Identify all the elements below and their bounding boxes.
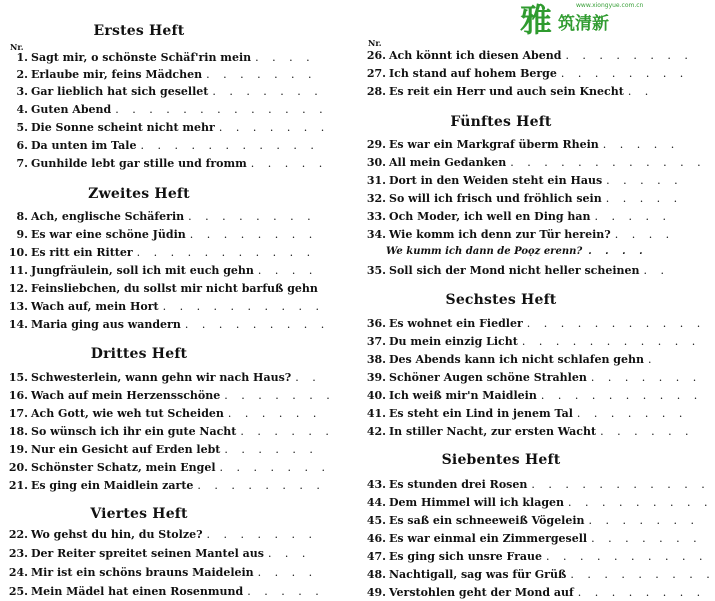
entry-number: 41. [366,407,386,420]
toc-entry [366,585,706,601]
entry-number: 37. [366,335,386,348]
leader-dots: . . . . . . [600,425,694,438]
section-heading: Fünftes Heft [450,114,552,130]
toc-entry [8,263,318,279]
entry-number: 18. [8,425,28,438]
entry-number: 31. [366,174,386,187]
leader-dots: . . . . . . . [212,85,323,98]
toc-entry [8,317,330,333]
leader-dots: . . . . [257,264,318,277]
leader-dots: . . . . [257,566,318,579]
entry-title: Feinsliebchen, du sollst mir nicht barfuß gehn [31,282,318,295]
entry-number: 39. [366,371,386,384]
entry-number: 42. [366,425,386,438]
entry-number: 33. [366,210,386,223]
toc-entry [8,406,322,422]
leader-dots: . . . . . [606,174,683,187]
leader-dots: . . . . . . . . [188,210,316,223]
entry-number: 43. [366,478,386,491]
toc-entry [8,299,325,315]
toc-entry [8,442,318,458]
leader-dots: . . . . . . . [576,407,688,420]
leader-dots: . . . . . . . . . . . [140,139,319,152]
toc-entry [8,67,317,83]
entry-title: Es ging sich unsre Fraue [389,550,543,563]
entry-title: All mein Gedanken [389,156,507,169]
leader-dots: . . [295,371,321,384]
entry-title: Wach auf, mein Hort [31,300,159,313]
entry-number: 35. [366,264,386,277]
entry-number: 16. [8,389,28,402]
toc-entry [8,156,328,172]
entry-number: 10. [8,246,28,259]
toc-entry [366,495,713,511]
entry-number: 44. [366,496,386,509]
entry-number: 25. [8,585,28,598]
entry-title: Es ging ein Maidlein zarte [31,479,194,492]
entry-number: 14. [8,318,28,331]
section-heading: Drittes Heft [90,346,188,362]
leader-dots: . . . . . [602,138,680,151]
leader-dots: . . . . . . [227,407,322,420]
leader-dots: . . . . . . . . . [570,568,715,581]
entry-title: Es reit ein Herr und auch sein Knecht [389,85,624,98]
entry-number: 29. [366,138,386,151]
entry-title: Gunhilde lebt gar stille und fromm [31,157,247,170]
entry-title: Ach Gott, wie weh tut Scheiden [31,407,224,420]
toc-entry [366,406,688,422]
toc-entry [366,66,689,82]
watermark-url: www.xiongyue.com.cn [576,2,644,9]
entry-title: Es war eine schöne Jüdin [31,228,186,241]
toc-entry [366,191,683,207]
entry-title: Es war ein Markgraf überm Rhein [389,138,599,151]
section-heading: Sechstes Heft [445,292,557,308]
entry-number: 21. [8,479,28,492]
entry-number: 34. [366,228,386,241]
leader-dots: . . . . . . . . [565,49,693,62]
leader-dots: . . . . . [247,585,324,598]
leader-dots: . . . . . . . [224,389,335,402]
nr-label: Nr. [10,42,24,52]
entry-title: So will ich frisch und fröhlich sein [389,192,602,205]
entry-title: Wo gehst du hin, du Stolze? [31,528,203,541]
toc-entry [366,209,671,225]
entry-title: Wach auf mein Herzensschöne [31,389,221,402]
leader-dots: . . [627,85,654,98]
leader-dots: . . . . . . . [590,371,702,384]
toc-entry [366,334,701,350]
entry-title: Es wohnet ein Fiedler [389,317,523,330]
entry-number: 24. [8,566,28,579]
toc-entry [366,173,683,189]
entry-title: Ich stand auf hohem Berge [389,67,557,80]
toc-entry [366,424,694,440]
entry-number: 49. [366,586,386,599]
entry-number: 48. [366,568,386,581]
entry-title: Dem Himmel will ich klagen [389,496,565,509]
entry-title: Du mein einzig Licht [389,335,518,348]
entry-number: 46. [366,532,386,545]
leader-dots: . . . . . . . . [197,479,325,492]
leader-dots: . . . . . . . [591,532,702,545]
entry-number: 26. [366,49,386,62]
leader-dots: . . . . . . . [219,461,330,474]
entry-title: In stiller Nacht, zur ersten Wacht [389,425,597,438]
toc-entry [366,513,700,529]
toc-entry [366,263,670,279]
leader-dots: . . . . . . . . . . [162,300,325,313]
entry-number: 20. [8,461,28,474]
toc-entry [366,549,708,565]
entry-number: 27. [366,67,386,80]
section-heading: Zweites Heft [88,186,190,202]
entry-number: 7. [16,157,28,170]
entry-title: Es saß ein schneeweiß Vögelein [389,514,585,527]
entry-title: Schönster Schatz, mein Engel [31,461,216,474]
leader-dots: . . . . . . . . [560,67,689,80]
entry-number: 45. [366,514,386,527]
entry-title: Die Sonne scheint nicht mehr [31,121,215,134]
leader-dots: . . . . . . . . [577,586,706,599]
note-text: We kumm ich dann de Poǫz erenn? [386,246,583,257]
entry-title: Des Abends kann ich nicht schlafen gehn [389,353,644,366]
entry-title: Nur ein Gesicht auf Erden lebt [31,443,221,456]
entry-title: Es ritt ein Ritter [31,246,133,259]
leader-dots: . . . . . . . . . . . [136,246,316,259]
toc-entry [8,478,325,494]
leader-dots: . . . . . . . . . [184,318,330,331]
leader-dots: . . . . . . [224,443,318,456]
watermark-text: 筑清新 [558,14,609,34]
entry-title: Gar lieblich hat sich gesellet [31,85,209,98]
toc-entry [8,227,318,243]
entry-title: Mein Mädel hat einen Rosenmund [31,585,244,598]
watermark-logo [518,0,665,42]
leader-dots: . . . . . . . . . . . [531,478,710,491]
toc-entry [366,370,702,386]
entry-title: Erlaube mir, feins Mädchen [31,68,203,81]
toc-entry [8,245,316,261]
entry-title: Och Moder, ich well en Ding han [389,210,591,223]
watermark-big-char: 雅 [520,1,553,39]
leader-dots: . . . . . . . [206,528,317,541]
entry-number: 5. [16,121,28,134]
entry-number: 17. [8,407,28,420]
entry-title: Schöner Augen schöne Strahlen [389,371,587,384]
entry-number: 3. [16,85,28,98]
toc-entry [366,227,675,243]
entry-number: 30. [366,156,386,169]
entry-number: 19. [8,443,28,456]
toc-entry [8,370,321,386]
toc-entry [366,48,693,64]
toc-entry [8,546,311,562]
entry-title: So wünsch ich ihr ein gute Nacht [31,425,237,438]
section-heading: Siebentes Heft [441,452,561,468]
entry-title: Sagt mir, o schönste Schäf'rin mein [31,51,252,64]
leader-dots: . . . . . . . . . . [540,389,703,402]
leader-dots: . . . . . . . . . . . . [510,156,706,169]
toc-entry [366,352,657,368]
toc-entry [8,84,323,100]
toc-entry [8,281,318,297]
entry-title: Es steht ein Lind in jenem Tal [389,407,573,420]
toc-entry [8,527,317,543]
toc-entry [366,531,702,547]
toc-entry [8,138,319,154]
leader-dots: . . . . . [594,210,671,223]
leader-dots: . . . . . . . [218,121,330,134]
entry-number: 22. [8,528,28,541]
entry-number: 32. [366,192,386,205]
entry-title: Es war einmal ein Zimmergesell [389,532,588,545]
entry-title: Ich weiß mir'n Maidlein [389,389,537,402]
entry-number: 47. [366,550,386,563]
entry-number: 28. [366,85,386,98]
leader-dots: . . [643,264,670,277]
leader-dots: . . . . . . . . . . . [526,317,706,330]
toc-entry [8,50,315,66]
leader-dots: . . . . . . . [206,68,317,81]
leader-dots: . . . . . . . . . . [546,550,708,563]
leader-dots: . . . . [588,246,648,257]
toc-entry [366,316,706,332]
entry-title: Dort in den Weiden steht ein Haus [389,174,603,187]
leader-dots: . . . . . [250,157,328,170]
leader-dots: . [648,353,657,366]
toc-entry [366,84,654,100]
leader-dots: . . . [267,547,311,560]
toc-entry [8,584,324,600]
leader-dots: . . . . . . . . . . . . . [115,103,328,116]
entry-number: 36. [366,317,386,330]
entry-title: Guten Abend [31,103,112,116]
toc-entry [8,388,335,404]
toc-entry [8,565,318,581]
entry-number: 23. [8,547,28,560]
leader-dots: . . . . [614,228,675,241]
toc-entry [366,477,710,493]
entry-title: Maria ging aus wandern [31,318,181,331]
entry-title: Da unten im Tale [31,139,137,152]
entry-number: 8. [16,210,28,223]
leader-dots: . . . . [255,51,315,64]
section-heading: Viertes Heft [90,506,188,522]
dialect-note [386,245,648,259]
entry-number: 2. [16,68,28,81]
entry-number: 38. [366,353,386,366]
toc-entry [8,460,330,476]
entry-title: Verstohlen geht der Mond auf [389,586,574,599]
section-heading: Erstes Heft [93,23,185,39]
entry-number: 6. [16,139,28,152]
leader-dots: . . . . . . . [588,514,700,527]
entry-title: Jungfräulein, soll ich mit euch gehn [31,264,254,277]
toc-entry [366,155,706,171]
entry-title: Es stunden drei Rosen [389,478,528,491]
entry-title: Nachtigall, sag was für Grüß [389,568,567,581]
entry-number: 11. [8,264,28,277]
entry-title: Soll sich der Mond nicht heller scheinen [389,264,640,277]
entry-title: Schwesterlein, wann gehn wir nach Haus? [31,371,292,384]
toc-entry [366,137,680,153]
entry-number: 4. [16,103,28,116]
toc-entry [8,209,316,225]
leader-dots: . . . . . . . . [189,228,318,241]
entry-number: 12. [8,282,28,295]
entry-number: 9. [16,228,28,241]
toc-entry [8,424,334,440]
nr-label: Nr. [368,38,382,48]
toc-entry [8,102,328,118]
entry-title: Ach könnt ich diesen Abend [389,49,562,62]
entry-title: Ach, englische Schäferin [31,210,185,223]
leader-dots: . . . . . [605,192,683,205]
leader-dots: . . . . . . . . . . . [521,335,701,348]
leader-dots: . . . . . . . . . [568,496,713,509]
toc-entry [366,567,715,583]
entry-title: Mir ist ein schöns brauns Maidelein [31,566,254,579]
entry-title: Der Reiter spreitet seinen Mantel aus [31,547,264,560]
toc-entry [366,388,703,404]
toc-entry [8,120,330,136]
leader-dots: . . . . . . [240,425,334,438]
entry-number: 40. [366,389,386,402]
entry-number: 13. [8,300,28,313]
entry-number: 1. [16,51,28,64]
entry-number: 15. [8,371,28,384]
entry-title: Wie komm ich denn zur Tür herein? [389,228,611,241]
